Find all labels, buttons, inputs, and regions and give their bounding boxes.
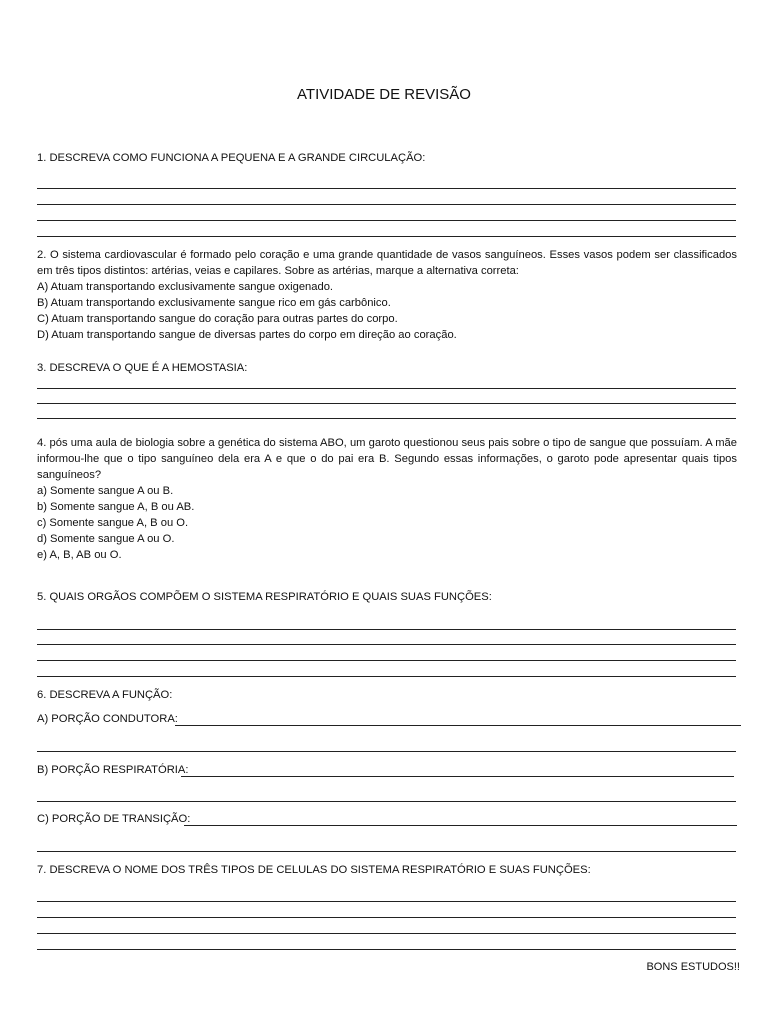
field-porcao-transicao-label: C) PORÇÃO DE TRANSIÇÃO:	[37, 813, 191, 825]
answer-line	[37, 418, 736, 419]
question-2-text: 2. O sistema cardiovascular é formado pelo coração e uma grande quantidade de vasos sanguíneos. Esses vasos podem ser classificados em três tipos distintos: artérias, veias e capilares. Sobre as artérias, marque a alternativa correta:	[37, 249, 737, 277]
answer-line	[37, 644, 736, 645]
answer-line	[37, 629, 736, 630]
answer-line	[37, 220, 736, 221]
question-3: 3. DESCREVA O QUE É A HEMOSTASIA:	[37, 362, 248, 374]
field-porcao-condutora-label: A) PORÇÃO CONDUTORA:	[37, 713, 178, 725]
option-4e: e) A, B, AB ou O.	[37, 549, 122, 561]
option-4c: c) Somente sangue A, B ou O.	[37, 517, 189, 529]
answer-line	[184, 825, 737, 826]
question-2	[37, 247, 737, 343]
answer-line	[37, 403, 736, 404]
answer-line	[37, 917, 736, 918]
answer-line	[175, 725, 741, 726]
answer-line	[181, 776, 734, 777]
answer-line	[37, 236, 736, 237]
question-4-text: 4. pós uma aula de biologia sobre a genética do sistema ABO, um garoto questionou seus pais sobre o tipo de sangue que possuíam. A mãe informou-lhe que o tipo sanguíneo dela era A e que o do pai era B. Segundo essas informações, o garoto pode apresentar quais tipos sanguíneos?	[37, 437, 737, 481]
answer-line	[37, 801, 736, 802]
answer-line	[37, 676, 736, 677]
answer-line	[37, 901, 736, 902]
option-2a: A) Atuam transportando exclusivamente sangue oxigenado.	[37, 281, 334, 293]
option-4b: b) Somente sangue A, B ou AB.	[37, 501, 195, 513]
question-6: 6. DESCREVA A FUNÇÃO:	[37, 689, 173, 701]
answer-line	[37, 204, 736, 205]
answer-line	[37, 388, 736, 389]
option-4a: a) Somente sangue A ou B.	[37, 485, 174, 497]
question-5: 5. QUAIS ORGÃOS COMPÕEM O SISTEMA RESPIRATÓRIO E QUAIS SUAS FUNÇÕES:	[37, 591, 492, 603]
field-porcao-respiratoria-label: B) PORÇÃO RESPIRATÓRIA:	[37, 764, 189, 776]
option-2c: C) Atuam transportando sangue do coração para outras partes do corpo.	[37, 313, 398, 325]
question-4	[37, 435, 737, 563]
question-7: 7. DESCREVA O NOME DOS TRÊS TIPOS DE CELULAS DO SISTEMA RESPIRATÓRIO E SUAS FUNÇÕES:	[37, 864, 591, 876]
question-1: 1. DESCREVA COMO FUNCIONA A PEQUENA E A GRANDE CIRCULAÇÃO:	[37, 152, 426, 164]
option-2d: D) Atuam transportando sangue de diversas partes do corpo em direção ao coração.	[37, 329, 457, 341]
answer-line	[37, 188, 736, 189]
answer-line	[37, 851, 736, 852]
page-title: ATIVIDADE DE REVISÃO	[297, 86, 471, 103]
answer-line	[37, 933, 736, 934]
footer-text: BONS ESTUDOS!!	[646, 961, 740, 973]
option-4d: d) Somente sangue A ou O.	[37, 533, 175, 545]
option-2b: B) Atuam transportando exclusivamente sangue rico em gás carbônico.	[37, 297, 391, 309]
answer-line	[37, 751, 736, 752]
answer-line	[37, 660, 736, 661]
answer-line	[37, 949, 736, 950]
